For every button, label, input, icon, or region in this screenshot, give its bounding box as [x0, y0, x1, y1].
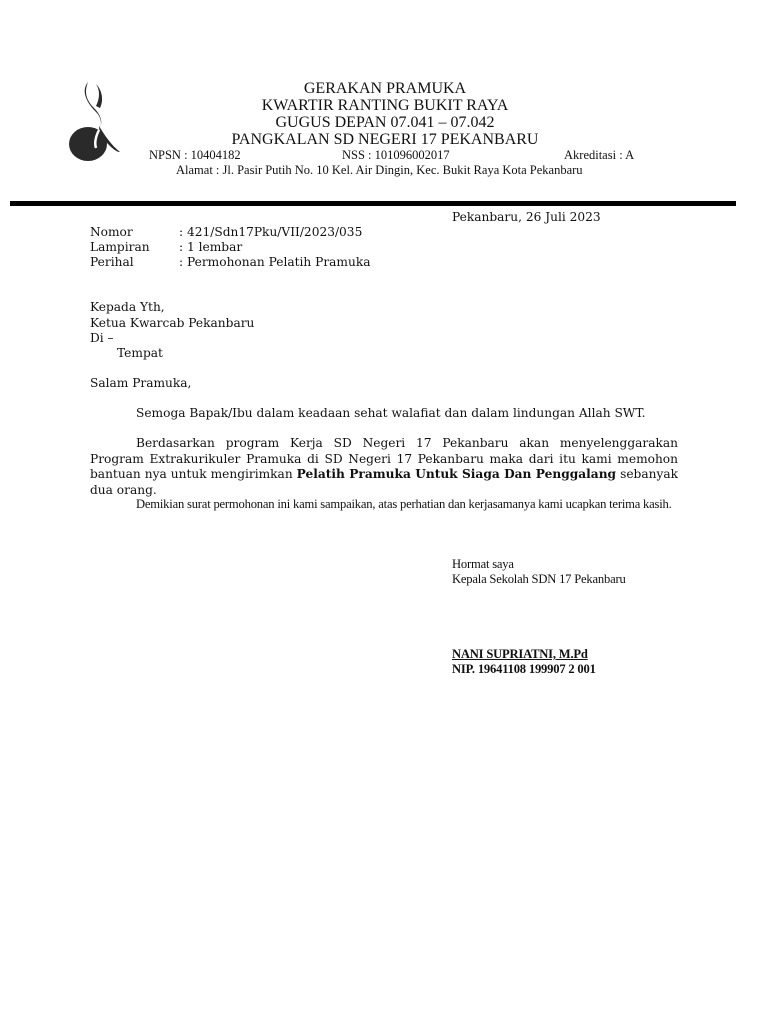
paragraph-2 — [90, 436, 678, 498]
paragraph-2-bold: Pelatih Pramuka Untuk Siaga Dan Penggalang — [296, 467, 617, 481]
signature-closing: Hormat saya — [452, 557, 514, 571]
meta-label-lampiran: Lampiran — [90, 240, 150, 254]
meta-label-perihal: Perihal — [90, 255, 134, 269]
pramuka-tunas-kelapa-icon — [66, 78, 128, 164]
paragraph-2-text-b: sebanyak dua orang. — [90, 467, 678, 497]
recipient-line-4: Tempat — [117, 346, 163, 360]
header-organization: GERAKAN PRAMUKA — [303, 80, 467, 97]
header-npsn: NPSN : 10404182 — [149, 148, 241, 162]
meta-value-perihal: : Permohonan Pelatih Pramuka — [179, 255, 371, 269]
header-nss: NSS : 101096002017 — [342, 148, 450, 162]
signature-position: Kepala Sekolah SDN 17 Pekanbaru — [452, 572, 626, 586]
header-kwartir: KWARTIR RANTING BUKIT RAYA — [261, 97, 509, 114]
signature-name: NANI SUPRIATNI, M.Pd — [452, 647, 588, 661]
header-divider — [10, 201, 736, 206]
recipient-line-1: Kepada Yth, — [90, 300, 165, 314]
meta-label-nomor: Nomor — [90, 225, 133, 239]
header-akreditasi: Akreditasi : A — [564, 148, 635, 162]
recipient-line-3: Di – — [90, 331, 114, 345]
paragraph-1: Semoga Bapak/Ibu dalam keadaan sehat walafiat dan dalam lindungan Allah SWT. — [136, 406, 646, 420]
recipient-line-2: Ketua Kwarcab Pekanbaru — [90, 316, 255, 330]
place-date: Pekanbaru, 26 Juli 2023 — [452, 210, 601, 224]
meta-value-nomor: : 421/Sdn17Pku/VII/2023/035 — [179, 225, 363, 239]
meta-value-lampiran: : 1 lembar — [179, 240, 243, 254]
header-gugus-depan: GUGUS DEPAN 07.041 – 07.042 — [275, 114, 495, 131]
header-alamat: Alamat : Jl. Pasir Putih No. 10 Kel. Air Dingin, Kec. Bukit Raya Kota Pekanbaru — [176, 163, 583, 177]
paragraph-3: Demikian surat permohonan ini kami sampaikan, atas perhatian dan kerjasamanya kami ucapkan terima kasih. — [136, 497, 672, 511]
paragraph-2-text-a: Berdasarkan program Kerja SD Negeri 17 Pekanbaru akan menyelenggarakan Program Extrakurikuler Pramuka di SD Negeri 17 Pekanbaru maka dari itu kami memohon bantuan nya untuk mengirimkan — [90, 436, 678, 481]
signature-nip: NIP. 19641108 199907 2 001 — [452, 662, 596, 676]
greeting: Salam Pramuka, — [90, 376, 192, 390]
header-pangkalan: PANGKALAN SD NEGERI 17 PEKANBARU — [231, 131, 539, 148]
